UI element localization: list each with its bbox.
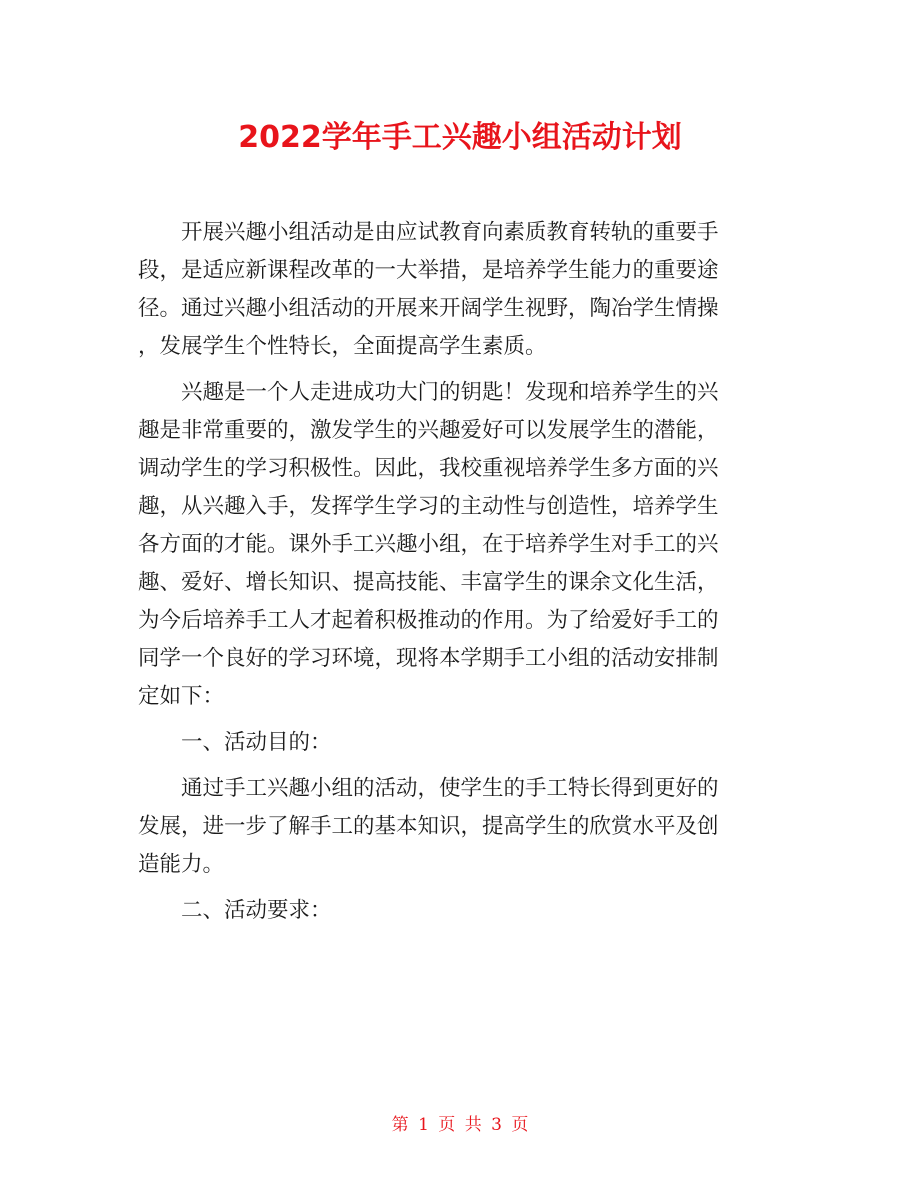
paragraph-line: 同学一个良好的学习环境，现将本学期手工小组的活动安排制 — [138, 646, 719, 671]
paragraph-line: 各方面的才能。课外手工兴趣小组，在于培养学生对手工的兴 — [138, 532, 719, 557]
paragraph-line: ，发展学生个性特长，全面提高学生素质。 — [138, 334, 547, 359]
paragraph-line: 趣是非常重要的，激发学生的兴趣爱好可以发展学生的潜能， — [138, 418, 719, 443]
paragraph-line: 定如下： — [138, 684, 225, 709]
paragraph-line: 趣，从兴趣入手，发挥学生学习的主动性与创造性，培养学生 — [138, 494, 719, 519]
paragraph-line: 发展，进一步了解手工的基本知识，提高学生的欣赏水平及创 — [138, 814, 719, 839]
paragraph-line: 通过手工兴趣小组的活动，使学生的手工特长得到更好的 — [181, 776, 719, 801]
paragraph-line: 开展兴趣小组活动是由应试教育向素质教育转轨的重要手 — [181, 220, 719, 245]
paragraph-line: 为今后培养手工人才起着积极推动的作用。为了给爱好手工的 — [138, 608, 719, 633]
page-footer: 第 1 页 共 3 页 — [391, 1115, 529, 1135]
paragraph-line: 调动学生的学习积极性。因此，我校重视培养学生多方面的兴 — [138, 456, 719, 481]
paragraph-line: 趣、爱好、增长知识、提高技能、丰富学生的课余文化生活， — [138, 570, 719, 595]
paragraph-line: 段，是适应新课程改革的一大举措，是培养学生能力的重要途 — [138, 258, 719, 283]
document-body — [138, 214, 786, 930]
paragraph-line: 兴趣是一个人走进成功大门的钥匙！发现和培养学生的兴 — [181, 380, 719, 405]
section-heading: 二、活动要求： — [181, 898, 332, 923]
paragraph-line: 造能力。 — [138, 852, 225, 877]
section-heading: 一、活动目的： — [181, 730, 332, 755]
document-title: 2022学年手工兴趣小组活动计划 — [238, 120, 682, 155]
paragraph-line: 径。通过兴趣小组活动的开展来开阔学生视野，陶冶学生情操 — [138, 296, 719, 321]
